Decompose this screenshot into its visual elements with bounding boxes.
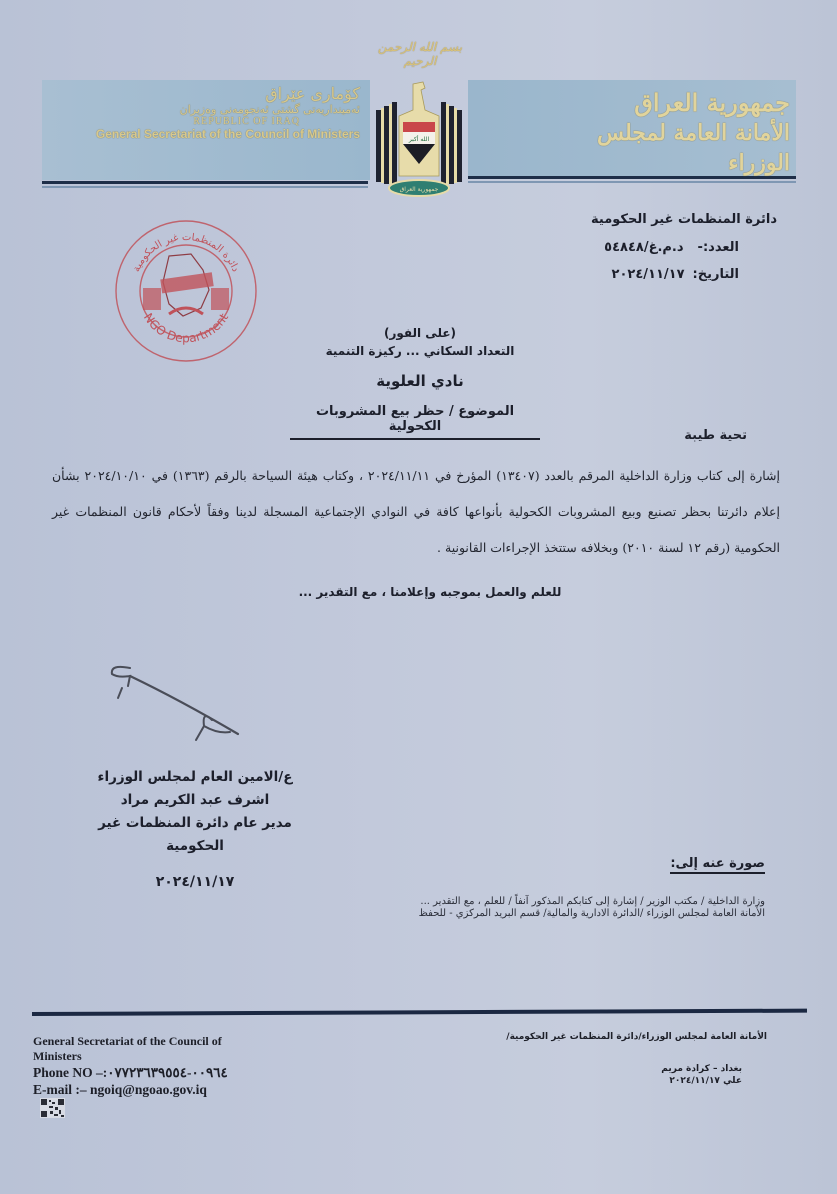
reference-number-label: العدد:- — [697, 240, 739, 255]
arabic-secretariat: الأمانة العامة لمجلس الوزراء — [596, 120, 790, 176]
basmala: بسم الله الرحمن الرحيم — [377, 40, 463, 68]
reference-date — [612, 267, 739, 282]
footer-org-english: General Secretariat of the Council of Ministers — [33, 1034, 222, 1063]
kurdish-republic: کۆماری عێراق — [265, 84, 360, 103]
emblem-scroll-text: جمهورية العراق — [399, 186, 439, 193]
qr-code-icon — [40, 1098, 65, 1118]
ngo-department-stamp — [113, 218, 259, 364]
copies-list — [325, 896, 765, 920]
footer-address-block — [661, 1063, 742, 1087]
emblem-motto: الله أكبر — [408, 136, 430, 143]
stamp-english-text: NGO Department — [140, 310, 232, 346]
footer-address: بغداد – كرادة مريم — [661, 1064, 742, 1074]
arabic-republic: جمهورية العراق — [634, 88, 790, 117]
signatory-role: ع/الامين العام لمجلس الوزراء — [97, 769, 293, 785]
header-rule-left — [42, 181, 368, 184]
footer-rule — [32, 1009, 807, 1016]
letterhead-left — [50, 84, 360, 141]
footer-org-arabic: الأمانة العامة لمجلس الوزراء/دائرة المنظمات غير الحكومية/ — [506, 1032, 767, 1042]
copies-item: وزارة الداخلية / مكتب الوزير / إشارة إلى كتابكم المذكور آنفاً / للعلم ، مع التقدير ... — [420, 896, 765, 907]
header-rule-left-thin — [42, 186, 368, 188]
header-rule-right-thin — [468, 181, 796, 183]
closing-line: للعلم والعمل بموجبه وإعلامنا ، مع التقدير ... — [298, 585, 562, 599]
footer-issued-date: علي ٢٠٢٤/١١/١٧ — [669, 1076, 742, 1086]
footer-phone: Phone NO –:٠٠٩٦٤-٠٧٧٢٣٦٣٩٥٥٤ — [33, 1065, 228, 1080]
reference-date-label: التاريخ: — [692, 267, 739, 282]
kurdish-secretariat: ئەمینداریەتی گشتی ئەنجومەنی وەزیران — [179, 103, 360, 116]
stamp-arabic-text: دائرة المنظمات غير الحكومية — [131, 231, 241, 274]
reference-number — [604, 240, 739, 255]
signatory-block — [70, 766, 320, 858]
footer-email[interactable]: E-mail :– ngoiq@ngoao.gov.iq — [33, 1082, 207, 1097]
signatory-date: ٢٠٢٤/١١/١٧ — [155, 874, 235, 890]
department-name: دائرة المنظمات غير الحكومية — [591, 212, 777, 227]
letter-body: إشارة إلى كتاب وزارة الداخلية المرقم بالعدد (١٣٤٠٧) المؤرخ في ٢٠٢٤/١١/١١ ، وكتاب هيئة السياحة بالرقم (١٣٦٣) في ٢٠٢٤/١٠/١٠ بشأن إعلام دائرتنا بحظر تصنيع وبيع المشروبات الكحولية بأنواعها كافة في النوادي الإجتماعية المسجلة لدينا وفقاً لأحكام قانون المنظمات غير الحكومية (رقم ١٢ لسنة ٢٠١٠) وبخلافه ستتخذ الإجراءات القانونية . — [52, 468, 781, 555]
reference-number-value: د.م.غ/٥٤٨٤٨ — [604, 240, 684, 255]
handwritten-signature — [100, 660, 250, 750]
english-secretariat: General Secretariat of the Council of Ministers — [95, 127, 360, 141]
letterhead-right — [580, 88, 790, 178]
signatory-name: اشرف عبد الكريم مراد — [120, 792, 270, 808]
copies-item: الأمانة العامة لمجلس الوزراء /الدائرة الادارية والمالية/ قسم البريد المركزي - للحفظ — [418, 908, 765, 919]
subject-line: الموضوع / حظر بيع المشروبات الكحولية — [290, 404, 540, 440]
footer-contact — [33, 1034, 273, 1098]
reference-date-value: ٢٠٢٤/١١/١٧ — [611, 267, 685, 282]
greeting: تحية طيبة — [684, 428, 747, 443]
english-republic: REPUBLIC OF IRAQ — [193, 116, 300, 127]
iraq-eagle-emblem-icon — [373, 80, 465, 204]
addressee: نادي العلوية — [376, 372, 464, 390]
signatory-title: مدير عام دائرة المنظمات غير الحكومية — [98, 815, 292, 854]
census-slogan: التعداد السكاني ... ركيزة التنمية — [325, 344, 515, 358]
urgent-note: (على الفور) — [383, 326, 457, 340]
copies-title: صورة عنه إلى: — [670, 856, 765, 874]
